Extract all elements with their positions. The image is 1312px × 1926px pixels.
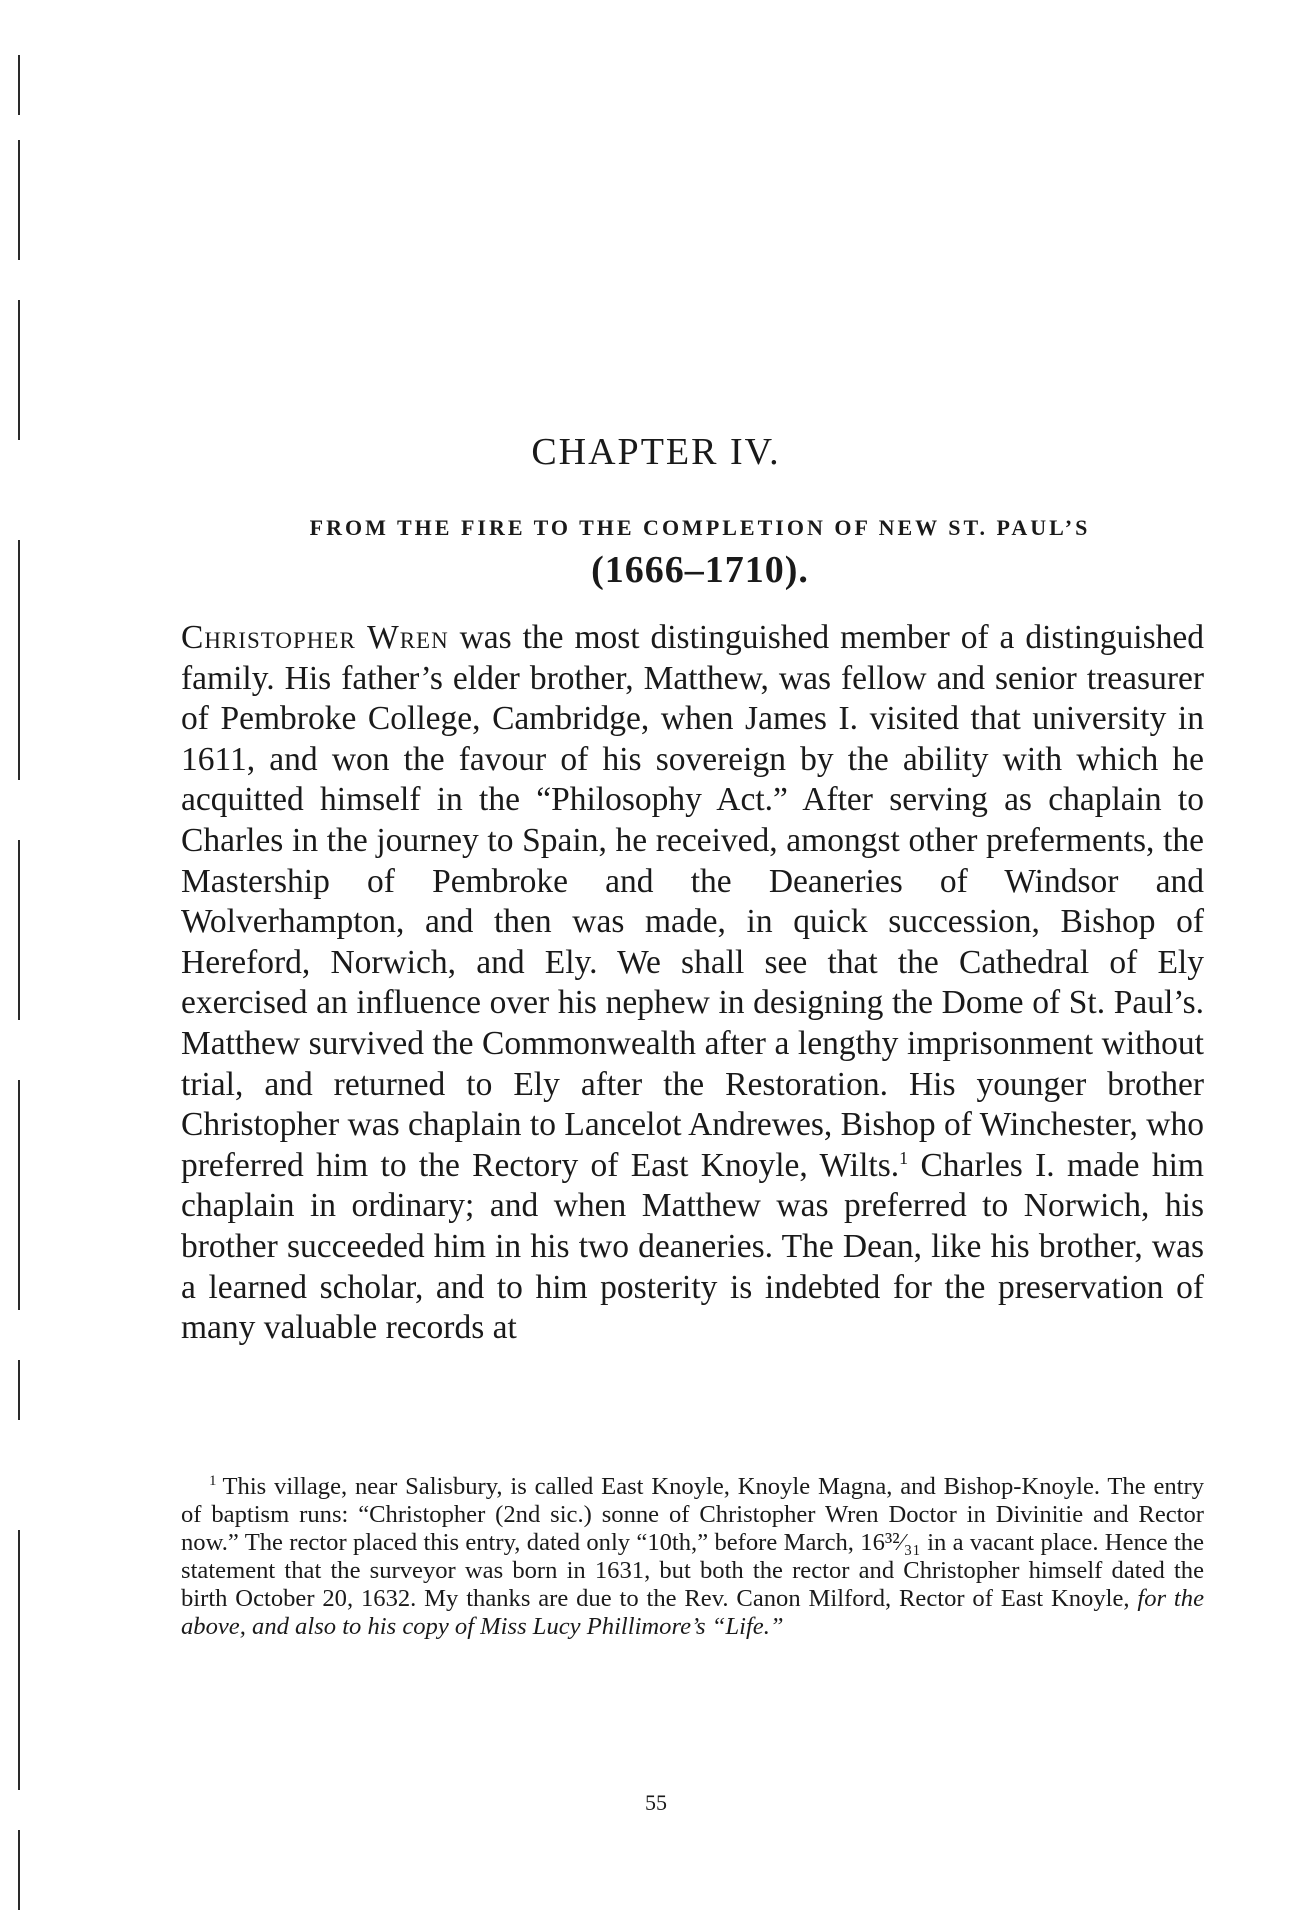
lead-name: Christopher Wren xyxy=(181,619,449,656)
binding-edge-mark xyxy=(18,1530,20,1790)
binding-edge-mark xyxy=(18,1080,20,1310)
binding-edge-mark xyxy=(18,1360,20,1420)
binding-edge-mark xyxy=(18,55,20,115)
binding-edge-mark xyxy=(18,540,20,780)
binding-edge-mark xyxy=(18,840,20,1020)
footnote-italic-tail: for the above, and also to his copy of Miss Lucy Phillimore’s “Life.” xyxy=(181,1585,1204,1640)
body-text-part2: Charles I. made him chaplain in ordinary; and when Matthew was preferred to Norwich, his brother succeeded him in his two deaneries. The Dean, like his brother, was a learned scholar, and to him posterity is indebted for the preservation of many valuable records at xyxy=(181,1146,1204,1347)
footnote-text: This village, near Salisbury, is called East Knoyle, Knoyle Magna, and Bishop-Knoyle. The entry of baptism runs: “Christopher (2nd sic.) sonne of Christopher Wren Doctor in Divinitie and Rector now.” The rector placed this entry, dated only “10th,” before March, 16³²⁄₃₁ in a vacant place. Hence the statement that the surveyor was born in 1631, but both the rector and Christopher himself dated the birth October 20, 1632. My thanks are due to the Rev. Canon Milford, Rector of East Knoyle, xyxy=(181,1473,1204,1612)
binding-edge-mark xyxy=(18,1830,20,1910)
binding-edge-mark xyxy=(18,140,20,260)
chapter-subtitle: FROM THE FIRE TO THE COMPLETION OF NEW ST. PAUL’S xyxy=(309,515,1091,540)
body-paragraph xyxy=(181,618,1204,1349)
binding-edge-mark xyxy=(18,300,20,440)
footnote xyxy=(181,1473,1204,1641)
body-text-part1: was the most distinguished member of a distinguished family. His father’s elder brother, Matthew, was fellow and senior treasurer of Pembroke College, Cambridge, when James I. visited that university in 1611, and won the favour of his sovereign by the ability with which he acquitted himself in the “Philosophy Act.” After serving as chaplain to Charles in the journey to Spain, he received, amongst other preferments, the Mastership of Pembroke and the Deaneries of Windsor and Wolverhampton, and then was made, in quick succession, Bishop of Hereford, Norwich, and Ely. We shall see that the Cathedral of Ely exercised an influence over his nephew in designing the Dome of St. Paul’s. Matthew survived the Commonwealth after a lengthy imprisonment without trial, and returned to Ely after the Restoration. His younger brother Christopher was chaplain to Lancelot Andrewes, Bishop of Winchester, who preferred him to the Rectory of East Knoyle, Wilts. xyxy=(181,619,1204,1184)
page-number: 55 xyxy=(645,1790,667,1815)
chapter-title: CHAPTER IV. xyxy=(531,431,781,473)
chapter-dates: (1666–1710). xyxy=(591,549,809,591)
footnote-number: 1 xyxy=(209,1472,217,1489)
footnote-reference: 1 xyxy=(899,1147,909,1168)
